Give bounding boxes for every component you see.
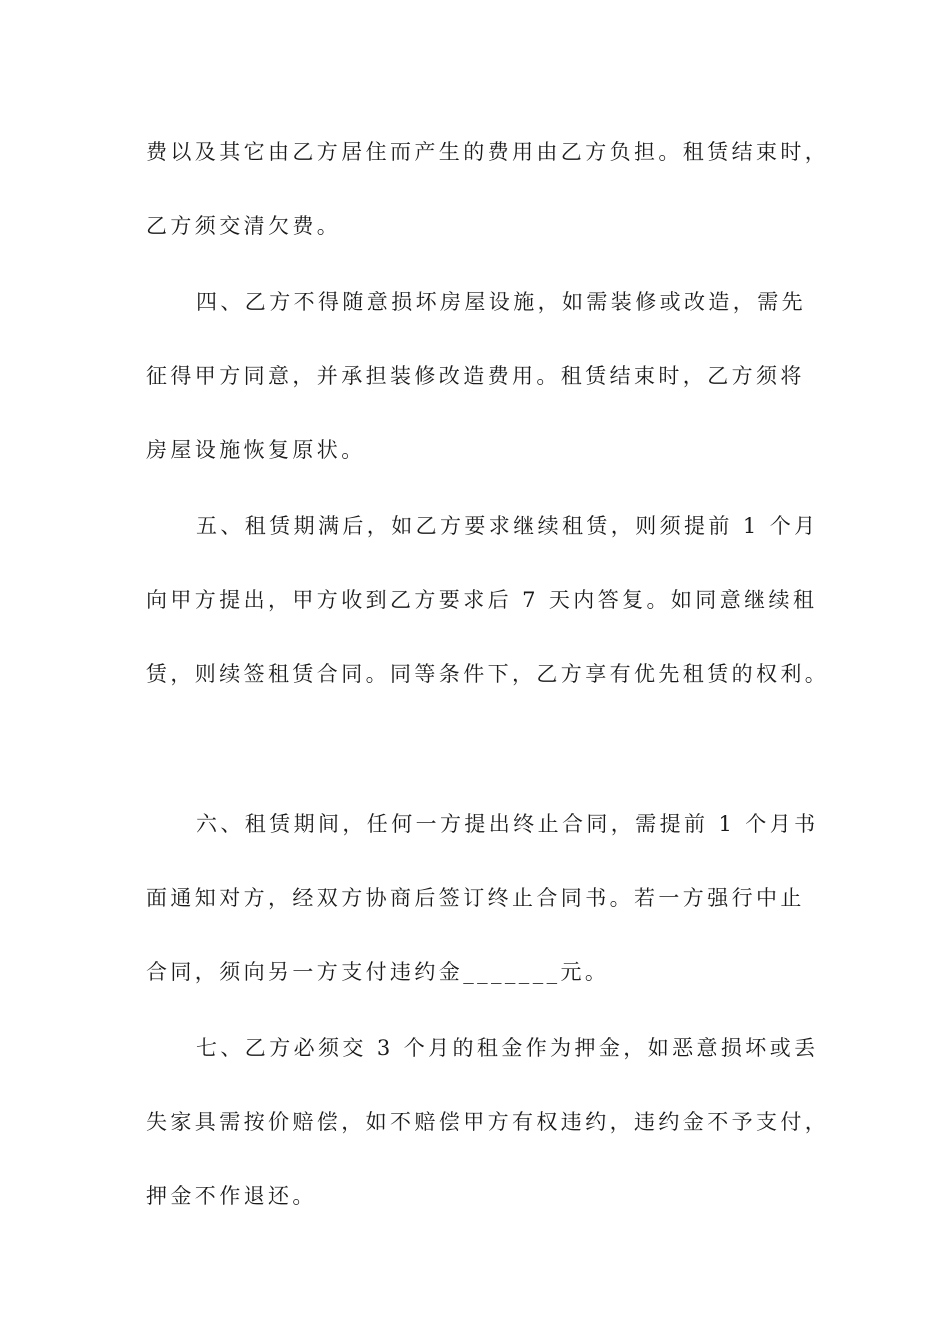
text-line: 乙方须交清欠费。 xyxy=(146,214,342,238)
text-line: 合同，须向另一方支付违约金_______元。 xyxy=(146,960,610,984)
text-line: 面通知对方，经双方协商后签订终止合同书。若一方强行中止 xyxy=(146,886,805,910)
text-line: 费以及其它由乙方居住而产生的费用由乙方负担。租赁结束时， xyxy=(146,140,830,164)
text-line: 失家具需按价赔偿，如不赔偿甲方有权违约，违约金不予支付， xyxy=(146,1110,830,1134)
paragraph-5-line: 五、租赁期满后，如乙方要求继续租赁，则须提前 1 个月 xyxy=(196,514,819,538)
text-line: 房屋设施恢复原状。 xyxy=(146,438,366,462)
text-line: 押金不作退还。 xyxy=(146,1184,317,1208)
paragraph-4-line: 四、乙方不得随意损坏房屋设施，如需装修或改造，需先 xyxy=(196,290,806,314)
paragraph-6-line: 六、租赁期间，任何一方提出终止合同，需提前 1 个月书 xyxy=(196,812,819,836)
text-line: 向甲方提出，甲方收到乙方要求后 7 天内答复。如同意继续租 xyxy=(146,588,818,612)
document-page xyxy=(146,0,830,1344)
text-line: 赁，则续签租赁合同。同等条件下，乙方享有优先租赁的权利。 xyxy=(146,662,830,686)
text-line: 征得甲方同意，并承担装修改造费用。租赁结束时，乙方须将 xyxy=(146,364,805,388)
paragraph-7-line: 七、乙方必须交 3 个月的租金作为押金，如恶意损坏或丢 xyxy=(196,1036,819,1060)
